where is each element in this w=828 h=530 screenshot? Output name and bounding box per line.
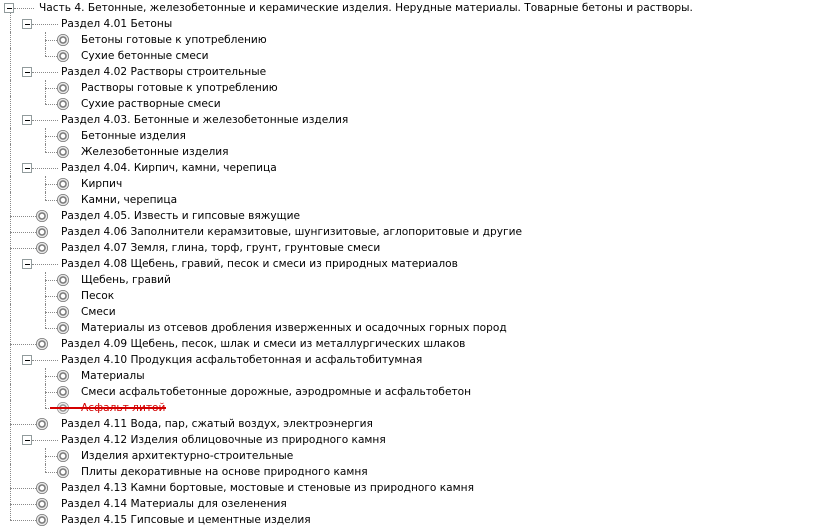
tree-connector: [45, 472, 57, 473]
collapse-toggle-icon[interactable]: [22, 115, 32, 125]
tree-leaf-row[interactable]: [0, 448, 828, 464]
tree-section-label: Раздел 4.07 Земля, глина, торф, грунт, грунтовые смеси: [61, 242, 381, 254]
leaf-node-icon: [36, 498, 48, 510]
tree-leaf-row[interactable]: [0, 32, 828, 48]
leaf-node-icon: [36, 338, 48, 350]
tree-leaf-row[interactable]: [0, 384, 828, 400]
tree-leaf-row[interactable]: [0, 128, 828, 144]
tree-section-row[interactable]: [0, 480, 828, 496]
tree-leaf-row[interactable]: [0, 176, 828, 192]
tree-leaf-row[interactable]: [0, 48, 828, 64]
leaf-node-icon: [57, 98, 69, 110]
leaf-node-icon: [57, 466, 69, 478]
tree-connector: [45, 400, 46, 408]
tree-leaf-label: Растворы готовые к употреблению: [81, 82, 278, 94]
tree-section-row[interactable]: [0, 416, 828, 432]
tree-connector: [45, 192, 46, 200]
tree-connector: [32, 360, 58, 361]
leaf-node-icon: [57, 306, 69, 318]
tree-connector: [10, 520, 36, 521]
tree-section-row[interactable]: [0, 160, 828, 176]
tree-section-row[interactable]: [0, 336, 828, 352]
tree-leaf-row[interactable]: [0, 304, 828, 320]
leaf-node-icon: [57, 178, 69, 190]
tree-connector: [10, 13, 11, 520]
tree-leaf-row[interactable]: [0, 96, 828, 112]
tree-leaf-row[interactable]: [0, 272, 828, 288]
tree-connector: [45, 312, 57, 313]
tree-section-row[interactable]: [0, 224, 828, 240]
tree-leaf-label: Материалы из отсевов дробления изверженных и осадочных горных пород: [81, 322, 507, 334]
tree-connector: [45, 320, 46, 328]
tree-leaf-label: Материалы: [81, 370, 145, 382]
strike-line: [50, 407, 166, 409]
tree-connector: [45, 464, 46, 472]
tree-leaf-row[interactable]: [0, 144, 828, 160]
leaf-node-icon: [57, 322, 69, 334]
leaf-node-icon: [57, 450, 69, 462]
tree-section-label: Раздел 4.11 Вода, пар, сжатый воздух, электроэнергия: [61, 418, 373, 430]
tree-section-row[interactable]: [0, 16, 828, 32]
leaf-node-icon: [36, 514, 48, 526]
tree-section-label: Раздел 4.09 Щебень, песок, шлак и смеси из металлургических шлаков: [61, 338, 466, 350]
tree-connector: [45, 296, 57, 297]
tree-leaf-label: Плиты декоративные на основе природного камня: [81, 466, 368, 478]
tree-connector: [45, 184, 57, 185]
tree-connector: [10, 504, 36, 505]
tree-leaf-label: Бетонные изделия: [81, 130, 186, 142]
tree-connector: [10, 424, 36, 425]
tree-leaf-label: Железобетонные изделия: [81, 146, 229, 158]
leaf-node-icon: [57, 386, 69, 398]
tree-leaf-label: Песок: [81, 290, 115, 302]
tree-leaf-row[interactable]: [0, 464, 828, 480]
tree-connector: [45, 136, 57, 137]
tree-connector: [32, 168, 58, 169]
tree-leaf-label: Бетоны готовые к употреблению: [81, 34, 267, 46]
tree-section-label: Раздел 4.06 Заполнители керамзитовые, шунгизитовые, аглопоритовые и другие: [61, 226, 522, 238]
leaf-node-icon: [57, 146, 69, 158]
tree-connector: [32, 72, 58, 73]
tree-section-label: Раздел 4.08 Щебень, гравий, песок и смеси из природных материалов: [61, 258, 458, 270]
collapse-toggle-icon[interactable]: [22, 355, 32, 365]
leaf-node-icon: [57, 274, 69, 286]
tree-section-row[interactable]: [0, 352, 828, 368]
collapse-toggle-icon[interactable]: [22, 67, 32, 77]
tree-connector: [32, 120, 58, 121]
tree-leaf-row[interactable]: [0, 288, 828, 304]
tree-connector: [10, 248, 36, 249]
tree-section-row[interactable]: [0, 432, 828, 448]
tree-section-label: Раздел 4.13 Камни бортовые, мостовые и стеновые из природного камня: [61, 482, 474, 494]
tree-connector: [32, 440, 58, 441]
tree-leaf-row[interactable]: [0, 400, 828, 416]
collapse-toggle-icon[interactable]: [22, 19, 32, 29]
tree-connector: [45, 280, 57, 281]
tree-section-row[interactable]: [0, 64, 828, 80]
tree-section-row[interactable]: [0, 496, 828, 512]
tree-connector: [45, 200, 57, 201]
tree-connector: [45, 392, 57, 393]
tree-connector: [45, 56, 57, 57]
tree-root-label: Часть 4. Бетонные, железобетонные и керамические изделия. Нерудные материалы. Товарные бетоны и растворы.: [39, 2, 693, 14]
tree-section-row[interactable]: [0, 256, 828, 272]
tree-section-row[interactable]: [0, 112, 828, 128]
tree-connector: [45, 104, 57, 105]
tree-connector: [45, 88, 57, 89]
tree-connector: [45, 376, 57, 377]
leaf-node-icon: [57, 50, 69, 62]
tree-connector: [45, 40, 57, 41]
tree-section-label: Раздел 4.04. Кирпич, камни, черепица: [61, 162, 277, 174]
tree-section-label: Раздел 4.15 Гипсовые и цементные изделия: [61, 514, 311, 526]
tree-connector: [45, 48, 46, 56]
tree-connector: [32, 24, 58, 25]
leaf-node-icon: [36, 482, 48, 494]
collapse-toggle-icon[interactable]: [22, 259, 32, 269]
tree-connector: [10, 216, 36, 217]
leaf-node-icon: [36, 210, 48, 222]
tree-connector: [45, 328, 57, 329]
tree-connector: [32, 264, 58, 265]
tree-leaf-label: Изделия архитектурно-строительные: [81, 450, 294, 462]
tree-section-label: Раздел 4.14 Материалы для озеленения: [61, 498, 287, 510]
leaf-node-icon: [57, 290, 69, 302]
tree-section-label: Раздел 4.05. Известь и гипсовые вяжущие: [61, 210, 300, 222]
tree-leaf-label: Смеси асфальтобетонные дорожные, аэродромные и асфальтобетон: [81, 386, 472, 398]
leaf-node-icon: [57, 194, 69, 206]
tree-leaf-row[interactable]: [0, 368, 828, 384]
tree-section-label: Раздел 4.02 Растворы строительные: [61, 66, 267, 78]
tree-section-label: Раздел 4.10 Продукция асфальтобетонная и асфальтобитумная: [61, 354, 423, 366]
tree-leaf-label: Щебень, гравий: [81, 274, 171, 286]
leaf-node-icon: [57, 82, 69, 94]
leaf-node-icon: [57, 130, 69, 142]
tree-section-row[interactable]: [0, 208, 828, 224]
tree-connector: [45, 456, 57, 457]
tree-connector: [10, 344, 36, 345]
tree-section-label: Раздел 4.03. Бетонные и железобетонные изделия: [61, 114, 349, 126]
tree-leaf-row[interactable]: [0, 80, 828, 96]
tree-leaf-row[interactable]: [0, 320, 828, 336]
tree-connector: [45, 96, 46, 104]
tree-connector: [10, 488, 36, 489]
collapse-toggle-icon[interactable]: [22, 435, 32, 445]
leaf-node-icon: [36, 242, 48, 254]
tree-leaf-label: Камни, черепица: [81, 194, 178, 206]
tree-leaf-row[interactable]: [0, 192, 828, 208]
tree-leaf-label: Сухие растворные смеси: [81, 98, 221, 110]
tree-connector: [45, 152, 57, 153]
tree-section-label: Раздел 4.12 Изделия облицовочные из природного камня: [61, 434, 386, 446]
tree-section-label: Раздел 4.01 Бетоны: [61, 18, 173, 30]
tree-leaf-label: Смеси: [81, 306, 116, 318]
leaf-node-icon: [36, 418, 48, 430]
leaf-node-icon: [57, 34, 69, 46]
tree-root-row[interactable]: [0, 0, 828, 16]
tree-connector: [14, 8, 34, 9]
tree-section-row[interactable]: [0, 512, 828, 528]
tree-section-row[interactable]: [0, 240, 828, 256]
tree-leaf-label: Кирпич: [81, 178, 123, 190]
tree-connector: [45, 144, 46, 152]
leaf-node-icon: [36, 226, 48, 238]
leaf-node-icon: [57, 370, 69, 382]
tree-leaf-label: Сухие бетонные смеси: [81, 50, 209, 62]
collapse-toggle-icon[interactable]: [4, 3, 14, 13]
collapse-toggle-icon[interactable]: [22, 163, 32, 173]
tree-connector: [10, 232, 36, 233]
